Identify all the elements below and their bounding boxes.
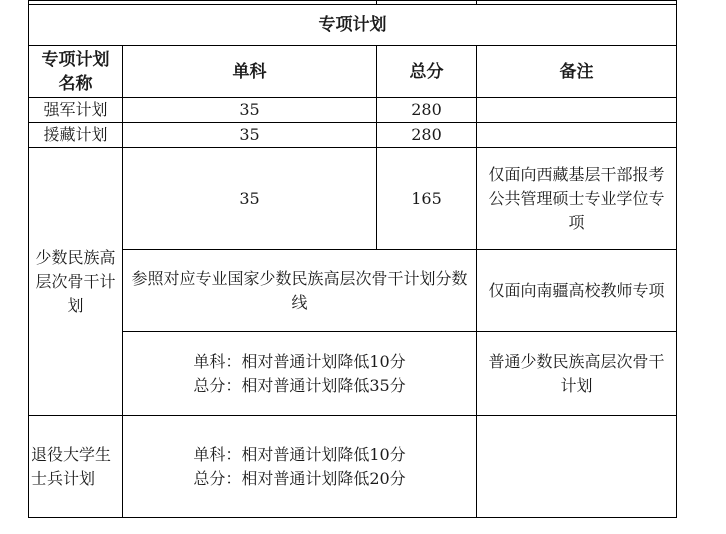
total-note-minority-general: 总分：相对普通计划降低35分 <box>193 375 406 395</box>
single-note-veteran: 单科：相对普通计划降低10分 <box>193 444 406 464</box>
total-score-qiangjun: 280 <box>377 98 477 123</box>
remark-qiangjun <box>477 98 677 123</box>
table-row <box>29 98 677 123</box>
plan-name-veteran: 退役大学生士兵计划 <box>29 416 123 518</box>
score-note-minority-general <box>123 332 477 416</box>
section-title-row <box>29 5 677 46</box>
header-row <box>29 46 677 98</box>
score-note-minority-xinjiang: 参照对应专业国家少数民族高层次骨干计划分数线 <box>123 250 477 332</box>
single-score-yuanzang: 35 <box>123 123 377 148</box>
total-note-veteran: 总分：相对普通计划降低20分 <box>193 468 406 488</box>
table-row <box>29 148 677 250</box>
total-score-yuanzang: 280 <box>377 123 477 148</box>
plan-name-qiangjun: 强军计划 <box>29 98 123 123</box>
section-title: 专项计划 <box>29 5 677 46</box>
single-score-qiangjun: 35 <box>123 98 377 123</box>
table-row <box>29 123 677 148</box>
header-remark: 备注 <box>477 46 677 98</box>
single-note-minority-general: 单科：相对普通计划降低10分 <box>193 351 406 371</box>
plan-name-minority: 少数民族高层次骨干计划 <box>29 148 123 416</box>
table-row <box>29 250 677 332</box>
special-plan-table <box>28 0 677 518</box>
header-plan-name-line1: 专项计划 <box>41 49 110 70</box>
table-row <box>29 332 677 416</box>
table-row <box>29 416 677 518</box>
remark-minority-xinjiang: 仅面向南疆高校教师专项 <box>477 250 677 332</box>
plan-name-yuanzang: 援藏计划 <box>29 123 123 148</box>
remark-minority-general: 普通少数民族高层次骨干计划 <box>477 332 677 416</box>
total-score-minority-tibet: 165 <box>377 148 477 250</box>
single-score-minority-tibet: 35 <box>123 148 377 250</box>
remark-minority-tibet: 仅面向西藏基层干部报考公共管理硕士专业学位专项 <box>477 148 677 250</box>
remark-veteran <box>477 416 677 518</box>
header-single: 单科 <box>123 46 377 98</box>
header-plan-name <box>29 46 123 98</box>
header-plan-name-line2: 名称 <box>58 73 93 94</box>
header-total: 总分 <box>377 46 477 98</box>
remark-yuanzang <box>477 123 677 148</box>
score-note-veteran <box>123 416 477 518</box>
